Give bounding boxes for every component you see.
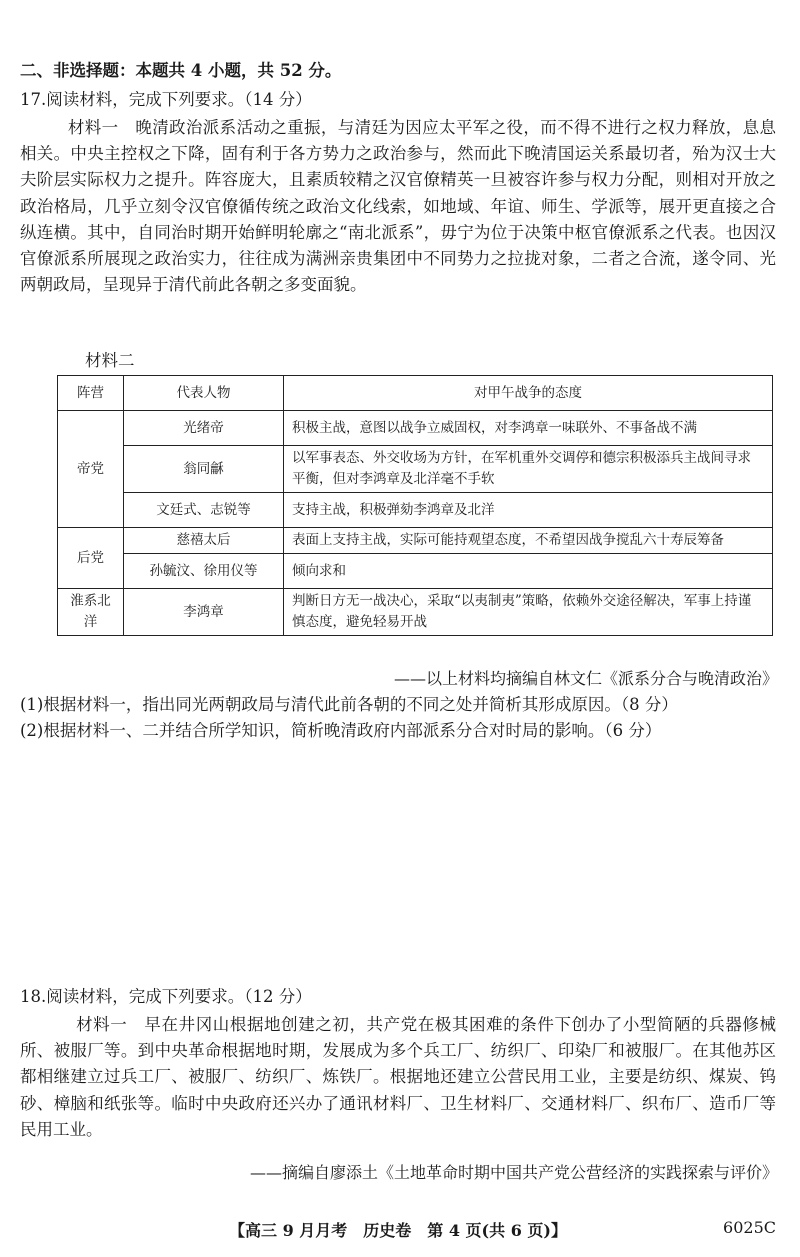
q18-stem: 18.阅读材料，完成下列要求。（12 分）: [20, 987, 312, 1006]
table-row: [58, 446, 773, 493]
footer-exam-info: 【高三 9 月月考 历史卷 第 4 页(共 6 页)】: [229, 1221, 567, 1240]
camp-cell: 淮系北洋: [58, 589, 124, 636]
person-cell: 文廷式、志锐等: [124, 493, 284, 528]
person-cell: 慈禧太后: [124, 528, 284, 554]
q17-sub2: (2)根据材料一、二并结合所学知识，简析晚清政府内部派系分合对时局的影响。（6 分）: [20, 721, 662, 740]
person-cell: 孙毓汶、徐用仪等: [124, 554, 284, 589]
q18-material1: 材料一 早在井冈山根据地创建之初，共产党在极其困难的条件下创办了小型简陋的兵器修械所、被服厂等。到中央革命根据地时期，发展成为多个兵工厂、纺织厂、印染厂和被服厂。在其他苏区都相继建立过兵工厂、被服厂、纺织厂、炼铁厂。根据地还建立公营民用工业，主要是纺织、煤炭、钨砂、樟脑和纸张等。临时中央政府还兴办了通讯材料厂、卫生材料厂、交通材料厂、织布厂、造币厂等民用工业。: [20, 1015, 776, 1139]
camp-cell: 后党: [58, 528, 124, 589]
camp-cell: 帝党: [58, 411, 124, 528]
table-header-row: [58, 376, 773, 411]
person-cell: 光绪帝: [124, 411, 284, 446]
table-row: [58, 589, 773, 636]
attitude-cell: 以军事表态、外交收场为方针，在军机重外交调停和德宗积极添兵主战间寻求平衡，但对李鸿章及北洋毫不手软: [284, 446, 773, 493]
attitude-table: [57, 375, 773, 636]
header-camp: 阵营: [58, 376, 124, 411]
person-cell: 翁同龢: [124, 446, 284, 493]
q17-sub1: (1)根据材料一，指出同光两朝政局与清代此前各朝的不同之处并简析其形成原因。（8 分）: [20, 695, 678, 714]
q17-stem: 17.阅读材料，完成下列要求。（14 分）: [20, 90, 312, 109]
attitude-cell: 积极主战，意图以战争立威固权，对李鸿章一味联外、不事备战不满: [284, 411, 773, 446]
table-row: [58, 554, 773, 589]
q17-material1: 材料一 晚清政治派系活动之重振，与清廷为因应太平军之役，而不得不进行之权力释放，息息相关。中央主控权之下降，固有利于各方势力之政治参与，然而此下晚清国运关系最切者，殆为汉士大夫阶层实际权力之提升。阵容庞大，且素质较精之汉官僚精英一旦被容许参与权力分配，则相对开放之政治格局，几乎立刻令汉官僚循传统之政治文化线索，如地域、年谊、师生、学派等，展开更直接之合纵连横。其中，自同治时期开始鲜明轮廓之“南北派系”，毋宁为位于决策中枢官僚派系之代表。也因汉官僚派系所展现之政治实力，往往成为满洲亲贵集团中不同势力之拉拢对象，二者之合流，遂令同、光两朝政局，呈现异于清代前此各朝之多变面貌。: [20, 118, 776, 295]
attitude-cell: 倾向求和: [284, 554, 773, 589]
q17-material2-label: 材料二: [85, 351, 135, 370]
q17-source: ——以上材料均摘编自林文仁《派系分合与晚清政治》: [393, 669, 778, 688]
header-person: 代表人物: [124, 376, 284, 411]
attitude-cell: 表面上支持主战，实际可能持观望态度，不希望因战争搅乱六十寿辰筹备: [284, 528, 773, 554]
attitude-cell: 支持主战，积极弹劾李鸿章及北洋: [284, 493, 773, 528]
person-cell: 李鸿章: [124, 589, 284, 636]
footer-code: 6025C: [723, 1218, 776, 1237]
section-heading: 二、非选择题：本题共 4 小题，共 52 分。: [20, 61, 342, 80]
table-row: [58, 493, 773, 528]
attitude-cell: 判断日方无一战决心，采取“以夷制夷”策略，依赖外交途径解决，军事上持谨慎态度，避免轻易开战: [284, 589, 773, 636]
q18-source: ——摘编自廖添土《土地革命时期中国共产党公营经济的实践探索与评价》: [249, 1163, 778, 1182]
table-row: [58, 411, 773, 446]
table-row: [58, 528, 773, 554]
header-attitude: 对甲午战争的态度: [284, 376, 773, 411]
